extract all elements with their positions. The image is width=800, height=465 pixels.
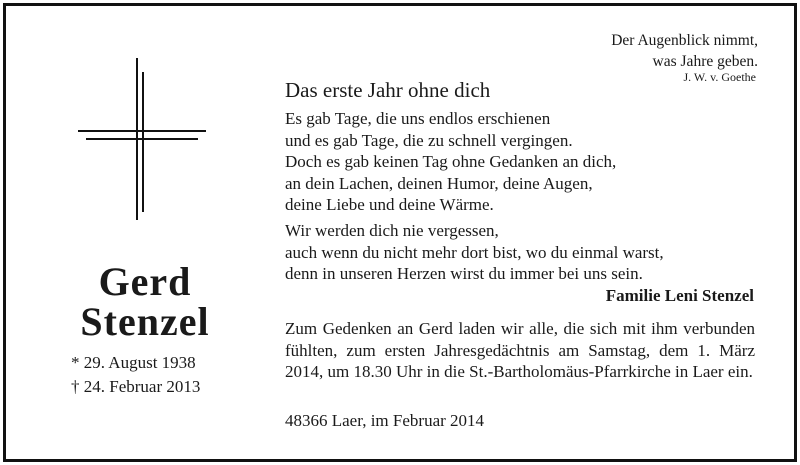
invitation-text: Zum Gedenken an Gerd laden wir alle, die sich mit ihm verbunden fühlten, zum ersten Jahresgedächtnis am Samstag, dem 1. März 2014, um 18.30 Uhr in die St.-Bartholomäus-Pfarrkirche in Laer ein. <box>285 319 755 381</box>
first-name: Gerd <box>98 259 192 304</box>
last-name: Stenzel <box>80 299 210 344</box>
quote-author: J. W. v. Goethe <box>683 70 756 84</box>
poem-heading: Das erste Jahr ohne dich <box>285 78 491 102</box>
quote <box>611 30 758 72</box>
poem-line: auch wenn du nicht mehr dort bist, wo du einmal warst, <box>285 242 664 262</box>
birth-date: * 29. August 1938 <box>71 353 196 372</box>
poem-line: deine Liebe und deine Wärme. <box>285 195 494 214</box>
poem-line: Es gab Tage, die uns endlos erschienen <box>285 109 551 128</box>
family-signature: Familie Leni Stenzel <box>605 286 754 305</box>
poem-line: denn in unseren Herzen wirst du immer bei uns sein. <box>285 264 643 283</box>
poem-line: Wir werden dich nie vergessen, <box>285 221 499 240</box>
place-date: 48366 Laer, im Februar 2014 <box>285 411 485 430</box>
poem-stanza-1 <box>285 108 616 216</box>
death-date: † 24. Februar 2013 <box>71 377 201 396</box>
quote-line-1: Der Augenblick nimmt, <box>611 32 758 49</box>
quote-line-2: was Jahre geben. <box>652 53 758 70</box>
cross-icon <box>78 58 206 220</box>
poem-line: und es gab Tage, die zu schnell vergingen. <box>285 130 573 150</box>
poem-line: Doch es gab keinen Tag ohne Gedanken an dich, <box>285 152 617 171</box>
poem-line: an dein Lachen, deinen Humor, deine Augen, <box>285 173 593 193</box>
poem-stanza-2 <box>285 220 664 285</box>
life-dates <box>71 351 200 399</box>
